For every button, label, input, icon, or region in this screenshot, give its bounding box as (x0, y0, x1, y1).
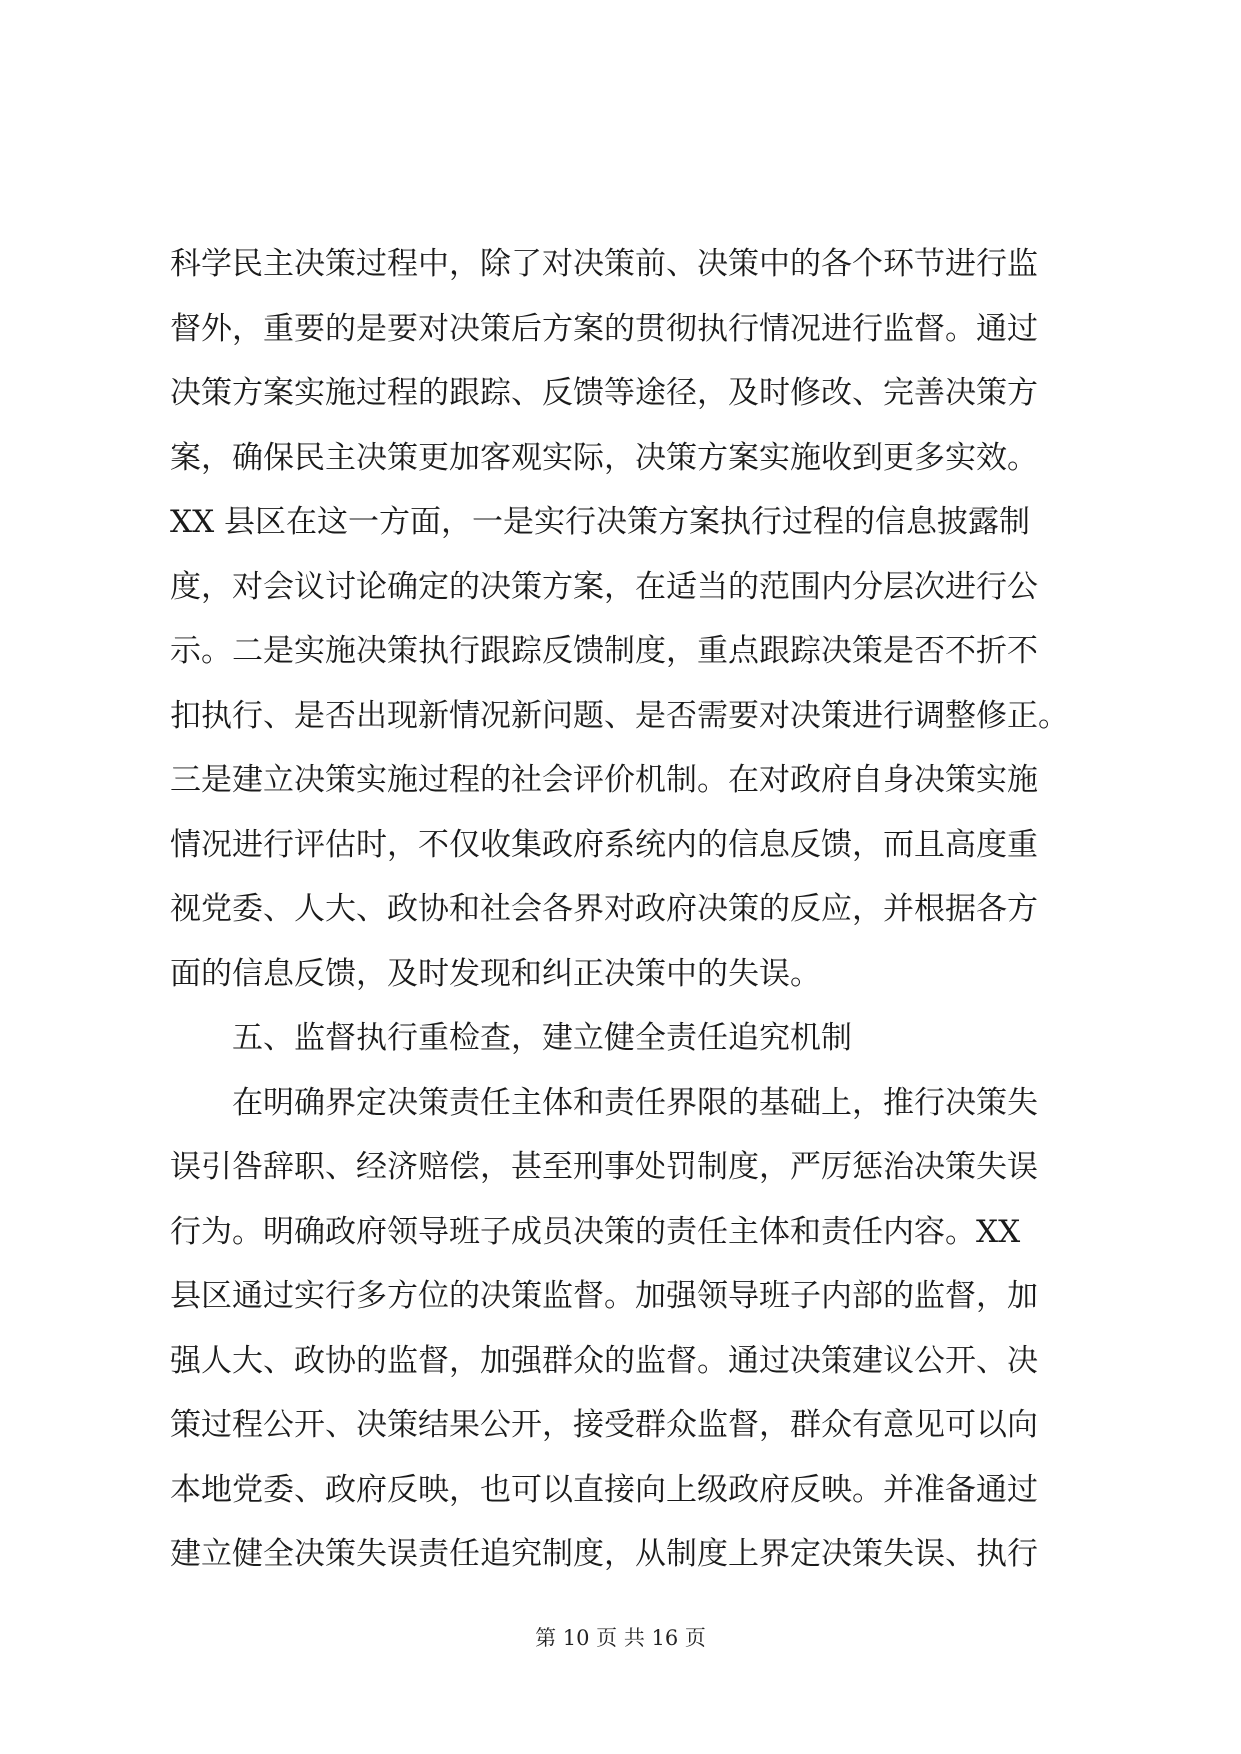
text-line: 三是建立决策实施过程的社会评价机制。在对政府自身决策实施 (170, 762, 1038, 798)
text-line: XX 县区在这一方面，一是实行决策方案执行过程的信息披露制 (170, 504, 1030, 540)
page-number-footer: 第 10 页 共 16 页 (535, 1626, 706, 1650)
text-line: 强人大、政协的监督，加强群众的监督。通过决策建议公开、决 (170, 1342, 1038, 1379)
text-line: 策过程公开、决策结果公开，接受群众监督，群众有意见可以向 (170, 1407, 1038, 1443)
text-line: 科学民主决策过程中，除了对决策前、决策中的各个环节进行监 (170, 246, 1038, 282)
text-line: 扣执行、是否出现新情况新问题、是否需要对决策进行调整修正。 (170, 697, 1069, 734)
text-line: 建立健全决策失误责任追究制度，从制度上界定决策失误、执行 (170, 1536, 1038, 1572)
text-line: 视党委、人大、政协和社会各界对政府决策的反应，并根据各方 (170, 891, 1038, 927)
text-line: 县区通过实行多方位的决策监督。加强领导班子内部的监督，加 (170, 1278, 1038, 1314)
section-heading: 五、监督执行重检查，建立健全责任追究机制 (232, 1020, 852, 1056)
text-line: 行为。明确政府领导班子成员决策的责任主体和责任内容。XX (170, 1213, 1021, 1250)
text-line: 案，确保民主决策更加客观实际，决策方案实施收到更多实效。 (170, 439, 1038, 476)
text-line: 示。二是实施决策执行跟踪反馈制度，重点跟踪决策是否不折不 (170, 633, 1038, 669)
text-line: 本地党委、政府反映，也可以直接向上级政府反映。并准备通过 (170, 1471, 1038, 1508)
text-line: 在明确界定决策责任主体和责任界限的基础上，推行决策失 (232, 1084, 1038, 1121)
text-line: 决策方案实施过程的跟踪、反馈等途径，及时修改、完善决策方 (170, 375, 1038, 411)
text-line: 督外，重要的是要对决策后方案的贯彻执行情况进行监督。通过 (170, 310, 1038, 347)
body-text (170, 232, 1090, 1587)
text-line: 情况进行评估时，不仅收集政府系统内的信息反馈，而且高度重 (170, 826, 1038, 863)
text-line: 面的信息反馈，及时发现和纠正决策中的失误。 (170, 955, 821, 992)
text-line: 误引咎辞职、经济赔偿，甚至刑事处罚制度，严厉惩治决策失误 (170, 1149, 1038, 1185)
text-line: 度，对会议讨论确定的决策方案，在适当的范围内分层次进行公 (170, 568, 1038, 605)
